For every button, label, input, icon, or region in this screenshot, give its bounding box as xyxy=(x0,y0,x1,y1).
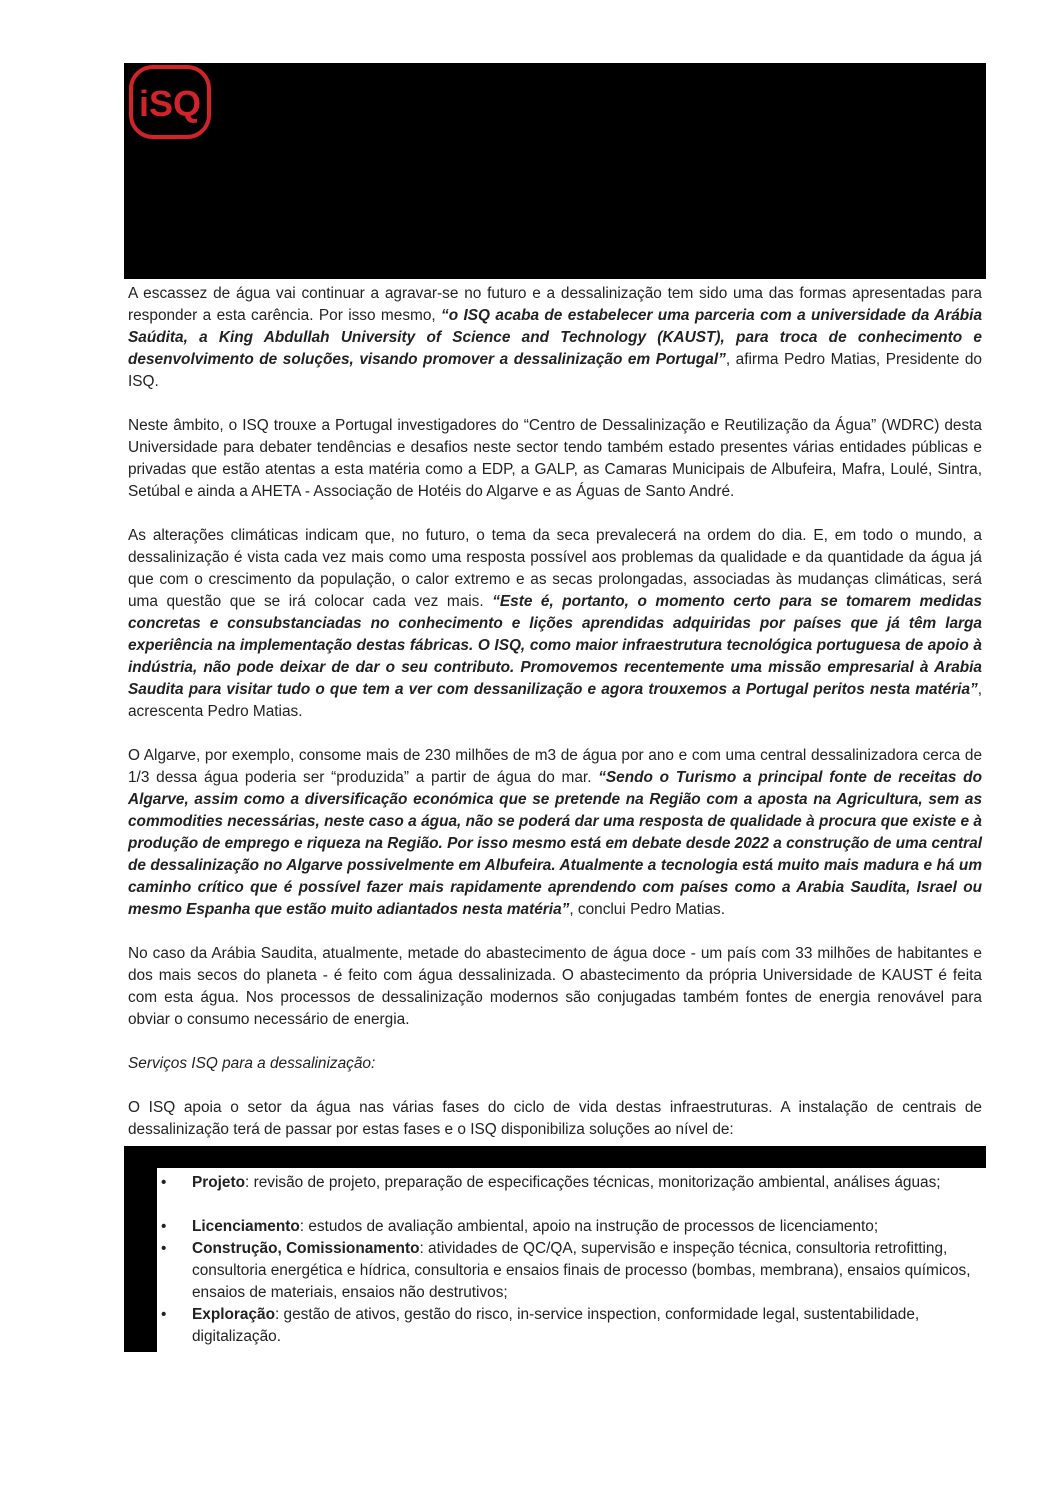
list-item-term: Exploração xyxy=(192,1306,275,1323)
services-list xyxy=(158,1172,978,1348)
bullet-icon: • xyxy=(161,1174,167,1191)
p3-quote: “Este é, portanto, o momento certo para se tomarem medidas concretas e consubstanciadas no conhecimento e lições aprendidas adquiridas por países que já têm larga experiência na implementação destas fábricas. O ISQ, como maior infraestrutura tecnológica portuguesa de apoio à indústria, não pode deixar de dar o seu contributo. Promovemos recentemente uma missão empresarial à Arabia Saudita para visitar tudo o que tem a ver com dessanilização e agora trouxemos a Portugal peritos nesta matéria” xyxy=(128,593,982,698)
list-left-bar xyxy=(124,1146,157,1352)
list-item-text: : revisão de projeto, preparação de especificações técnicas, monitorização ambiental, análises águas; xyxy=(245,1174,941,1191)
paragraph-4 xyxy=(128,745,982,921)
paragraph-2: Neste âmbito, o ISQ trouxe a Portugal investigadores do “Centro de Dessalinização e Reutilização da Água” (WDRC) desta Universidade para debater tendências e desafios neste sector tendo também estado presentes várias entidades públicas e privadas que estão atentas a esta matéria como a EDP, a GALP, as Camaras Municipais de Albufeira, Mafra, Loulé, Sintra, Setúbal e ainda a AHETA - Associação de Hotéis do Algarve e as Águas de Santo André. xyxy=(128,417,982,500)
p4-text-c: , conclui Pedro Matias. xyxy=(569,901,726,918)
p1-text-c: , afirma Pedro Matias, Presidente do ISQ. xyxy=(128,351,982,390)
list-item-text: : atividades de QC/QA, supervisão e inspeção técnica, consultoria retrofitting, consultoria energética e hídrica, consultoria e ensaios finais de processo (bombas, membrana), ensaios químicos, ensaios de materiais, ensaios não destrutivos; xyxy=(192,1240,971,1301)
isq-logo-icon xyxy=(128,64,212,140)
p4-text-a: O Algarve, por exemplo, consome mais de 230 milhões de m3 de água por ano e com uma central dessalinizadora cerca de 1/3 dessa água poderia ser “produzida” a partir de água do mar. xyxy=(128,747,982,786)
paragraph-1 xyxy=(128,283,982,393)
p3-text-c: , acrescenta Pedro Matias. xyxy=(128,681,982,720)
list-top-bar xyxy=(124,1146,986,1168)
services-heading: Serviços ISQ para a dessalinização: xyxy=(128,1055,376,1072)
list-item-term: Construção, Comissionamento xyxy=(192,1240,420,1257)
list-item xyxy=(158,1216,978,1238)
bullet-icon: • xyxy=(161,1240,167,1257)
bullet-icon: • xyxy=(161,1306,167,1323)
bullet-icon: • xyxy=(161,1218,167,1235)
logo-text: iSQ xyxy=(138,83,202,124)
list-item xyxy=(158,1238,978,1304)
list-item xyxy=(158,1172,978,1194)
list-item-term: Licenciamento xyxy=(192,1218,300,1235)
list-item-text: : gestão de ativos, gestão do risco, in-service inspection, conformidade legal, sustentabilidade, digitalização. xyxy=(192,1306,920,1345)
p3-text-a: As alterações climáticas indicam que, no futuro, o tema da seca prevalecerá na ordem do dia. E, em todo o mundo, a dessalinização é vista cada vez mais como uma resposta possível aos problemas da qualidade e da quantidade da água já que com o crescimento da população, o calor extremo e as secas prolongadas, associadas às mudanças climáticas, será uma questão que se irá colocar cada vez mais. xyxy=(128,527,982,610)
p4-quote: “Sendo o Turismo a principal fonte de receitas do Algarve, assim como a diversificação económica que se pretende na Região com a aposta na Agricultura, sem as commodities necessárias, neste caso a água, não se poderá dar uma resposta de qualidade à procura que existe e à produção de emprego e riqueza na Região. Por isso mesmo está em debate desde 2022 a construção de uma central de dessalinização no Algarve possivelmente em Albufeira. Atualmente a tecnologia está muito mais madura e há um caminho crítico que é possível fazer mais rapidamente aprendendo com países como a Arabia Saudita, Israel ou mesmo Espanha que estão muito adiantados nesta matéria” xyxy=(128,769,982,918)
article-body xyxy=(128,283,982,1141)
list-item-text: : estudos de avaliação ambiental, apoio na instrução de processos de licenciamento; xyxy=(299,1218,879,1235)
p1-quote: “o ISQ acaba de estabelecer uma parceria com a universidade da Arábia Saúdita, a King Abdullah University of Science and Technology (KAUST), para troca de conhecimento e desenvolvimento de soluções, visando promover a dessalinização em Portugal” xyxy=(128,307,983,368)
paragraph-7: O ISQ apoia o setor da água nas várias fases do ciclo de vida destas infraestruturas. A instalação de centrais de dessalinização terá de passar por estas fases e o ISQ disponibiliza soluções ao nível de: xyxy=(128,1099,982,1138)
p1-text-a: A escassez de água vai continuar a agravar-se no futuro e a dessalinização tem sido uma das formas apresentadas para responder a esta carência. Por isso mesmo, xyxy=(128,285,982,324)
header-banner xyxy=(124,63,986,279)
paragraph-3 xyxy=(128,525,982,723)
paragraph-5: No caso da Arábia Saudita, atualmente, metade do abastecimento de água doce - um país com 33 milhões de habitantes e dos mais secos do planeta - é feito com água dessalinizada. O abastecimento da própria Universidade de KAUST é feita com esta água. Nos processos de dessalinização modernos são conjugadas também fontes de energia renovável para obviar o consumo necessário de energia. xyxy=(128,945,982,1028)
list-item-term: Projeto xyxy=(192,1174,246,1191)
list-item xyxy=(158,1304,978,1348)
